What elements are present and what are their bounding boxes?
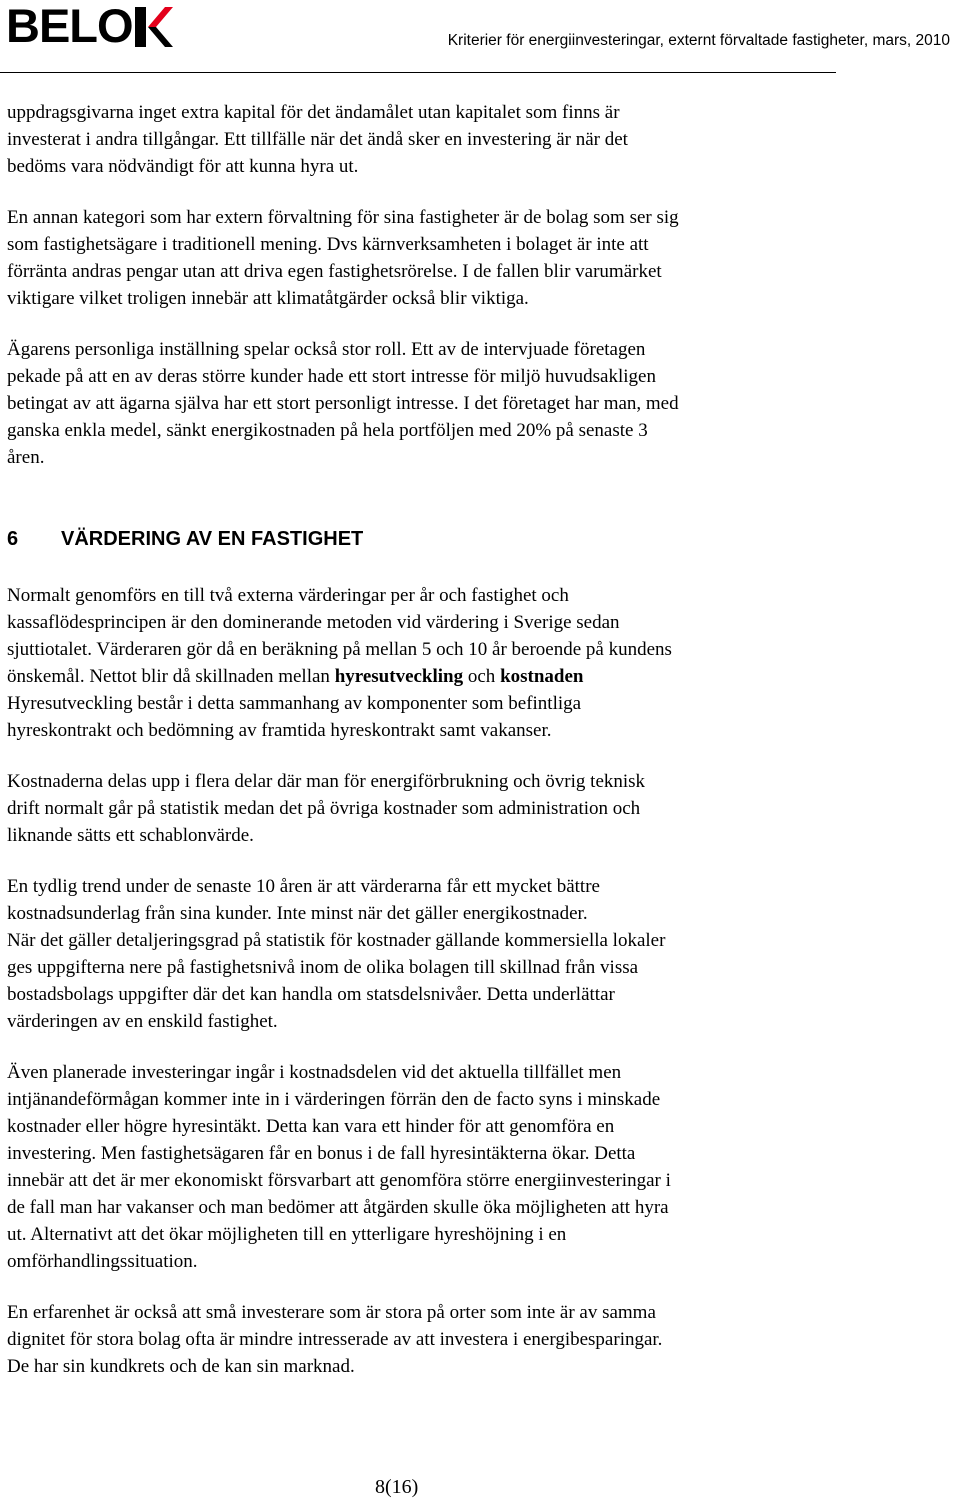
section-paragraph-1 xyxy=(7,582,947,744)
section-paragraph-5: En erfarenhet är också att små investerare som är stora på orter som inte är av samma dignitet för stora bolag ofta är mindre intresserade av att investera i energibesparingar. De har sin kundkrets och de kan sin marknad. xyxy=(7,1302,663,1377)
bold-term-hyresutveckling: hyresutveckling xyxy=(334,666,464,687)
document-body xyxy=(7,99,947,1380)
section-paragraph-4: Även planerade investeringar ingår i kostnadsdelen vid det aktuella tillfället men intjänandeförmågan kommer inte in i värderingen förrän den de facto syns i minskade kostnader eller högre hyresintäkt. Detta kan vara ett hinder för att genomföra en investering. Men fastighetsägaren får en bonus i de fall hyresintäkterna ökar. Detta innebär att det är mer ekonomiskt försvarbart att genomföra större energiinvesteringar i de fall man har vakanser och man bedömer att åtgärden skulle öka möjligheten att hyra ut. Alternativt att det ökar möjligheten till en ytterligare hyreshöjning i en omförhandlingssituation. xyxy=(7,1062,671,1272)
header-divider xyxy=(0,72,836,73)
paragraph-1: uppdragsgivarna inget extra kapital för det ändamålet utan kapitalet som finns är investerat i andra tillgångar. Ett tillfälle när det ändå sker en investering är när det bedöms vara nödvändigt för att kunna hyra ut. xyxy=(7,102,628,177)
section-title: VÄRDERING AV EN FASTIGHET xyxy=(61,528,364,550)
section-paragraph-3: En tydlig trend under de senaste 10 åren är att värderarna får ett mycket bättre kostnadsunderlag från sina kunder. Inte minst när det gäller energikostnader. När det gäller detaljeringsgrad på statistik för kostnader gällande kommersiella lokaler ges uppgifterna nere på fastighetsnivå inom de olika bolagen till skillnad från vissa bostadsbolags uppgifter där det kan handla om statsdelsnivåer. Detta underlättar värderingen av en enskild fastighet. xyxy=(7,876,666,1032)
logo-text: BELO xyxy=(6,0,133,52)
paragraph-2: En annan kategori som har extern förvaltning för sina fastigheter är de bolag som ser sig som fastighetsägare i traditionell mening. Dvs kärnverksamheten i bolaget är inte att förränta andras pengar utan att driva egen fastighetsrörelse. I de fallen blir varumärket viktigare vilket troligen innebär att klimatåtgärder också blir viktiga. xyxy=(7,207,679,309)
document-header-title: Kriterier för energiinvesteringar, externt förvaltade fastigheter, mars, 2010 xyxy=(447,32,950,49)
section-paragraph-2: Kostnaderna delas upp i flera delar där man för energiförbrukning och övrig teknisk drift normalt går på statistik medan det på övriga kostnader som administration och liknande sätts ett schablonvärde. xyxy=(7,771,646,846)
page-number: 8(16) xyxy=(375,1476,419,1498)
section-paragraph-1-text-c: Hyresutveckling består i detta sammanhang av komponenter som befintliga hyreskontrakt och bedömning av framtida hyreskontrakt samt vakanser. xyxy=(7,693,582,741)
belok-k-logo-icon xyxy=(135,7,173,52)
paragraph-3: Ägarens personliga inställning spelar också stor roll. Ett av de intervjuade företagen pekade på att en av deras större kunder hade ett stort intresse för miljö huvudsakligen betingat av att ägarna själva har ett stort personligt intresse. I det företaget har man, med ganska enkla medel, sänkt energikostnaden på hela portföljen med 20% på senaste 3 åren. xyxy=(7,339,679,468)
bold-term-kostnaden: kostnaden xyxy=(500,666,584,687)
company-logo xyxy=(6,0,173,52)
section-heading xyxy=(7,526,947,553)
section-number: 6 xyxy=(7,528,19,550)
section-paragraph-1-text-a: Normalt genomförs en till två externa värderingar per år och fastighet och kassaflödesprincipen är den dominerande metoden vid värdering i Sverige sedan sjuttiotalet. Värderaren gör då en beräkning på mellan 5 och 10 år beroende på kundens önskemål. Nettot blir då skillnaden mellan xyxy=(7,585,672,687)
section-paragraph-1-text-b: och xyxy=(463,666,501,687)
